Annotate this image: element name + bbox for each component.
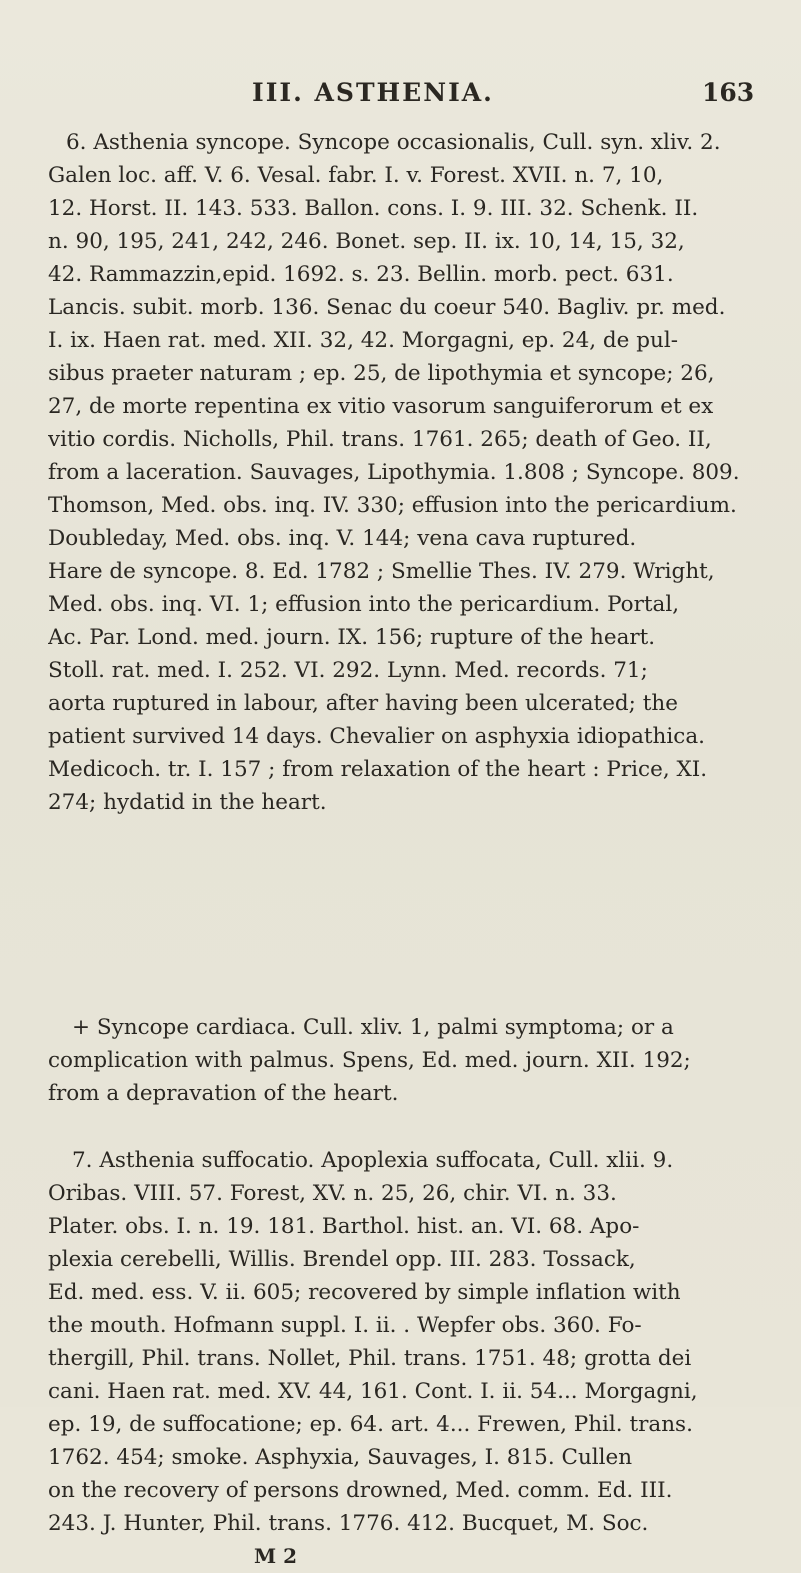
text-line: Stoll. rat. med. I. 252. VI. 292. Lynn. Med. records. 71; (48, 658, 648, 683)
paragraph-syncope-cardiaca (48, 1011, 766, 1110)
text-line: Thomson, Med. obs. inq. IV. 330; effusion into the pericardium. (48, 493, 737, 518)
text-line: Hare de syncope. 8. Ed. 1782 ; Smellie Thes. IV. 279. Wright, (48, 559, 715, 584)
text-line: 274; hydatid in the heart. (48, 790, 327, 815)
running-head: III. ASTHENIA. (252, 78, 494, 107)
text-line: Lancis. subit. morb. 136. Senac du coeur 540. Bagliv. pr. med. (48, 295, 726, 320)
text-line: ep. 19, de suffocatione; ep. 64. art. 4... Frewen, Phil. trans. (48, 1412, 693, 1437)
text-line: sibus praeter naturam ; ep. 25, de lipothymia et syncope; 26, (48, 361, 715, 386)
text-line: + Syncope cardiaca. Cull. xliv. 1, palmi symptoma; or a (72, 1015, 674, 1040)
text-line: Med. obs. inq. VI. 1; effusion into the pericardium. Portal, (48, 592, 680, 617)
text-line: I. ix. Haen rat. med. XII. 32, 42. Morgagni, ep. 24, de pul- (48, 328, 678, 353)
text-line: Ac. Par. Lond. med. journ. IX. 156; rupture of the heart. (48, 625, 656, 650)
text-line: plexia cerebelli, Willis. Brendel opp. III. 283. Tossack, (48, 1247, 636, 1272)
text-line: Galen loc. aff. V. 6. Vesal. fabr. I. v. Forest. XVII. n. 7, 10, (48, 163, 664, 188)
text-line: on the recovery of persons drowned, Med. comm. Ed. III. (48, 1478, 673, 1503)
text-line: from a laceration. Sauvages, Lipothymia. 1.808 ; Syncope. 809. (48, 460, 740, 485)
text-line: 27, de morte repentina ex vitio vasorum sanguiferorum et ex (48, 394, 714, 419)
page-number: 163 (702, 78, 755, 107)
text-line: n. 90, 195, 241, 242, 246. Bonet. sep. II. ix. 10, 14, 15, 32, (48, 229, 685, 254)
text-line: cani. Haen rat. med. XV. 44, 161. Cont. I. ii. 54... Morgagni, (48, 1379, 698, 1404)
text-line: Plater. obs. I. n. 19. 181. Barthol. hist. an. VI. 68. Apo- (48, 1214, 640, 1239)
text-line: 1762. 454; smoke. Asphyxia, Sauvages, I. 815. Cullen (48, 1445, 633, 1470)
text-line: 6. Asthenia syncope. Syncope occasionalis, Cull. syn. xliv. 2. (66, 130, 721, 155)
page-header (0, 78, 801, 118)
text-line: Oribas. VIII. 57. Forest, XV. n. 25, 26, chir. VI. n. 33. (48, 1181, 617, 1206)
text-line: Medicoch. tr. I. 157 ; from relaxation of the heart : Price, XI. (48, 757, 708, 782)
text-line: 12. Horst. II. 143. 533. Ballon. cons. I. 9. III. 32. Schenk. II. (48, 196, 699, 221)
paragraph-asthenia-syncope (48, 126, 766, 819)
paragraph-asthenia-suffocatio (48, 1144, 766, 1573)
text-line: from a depravation of the heart. (48, 1081, 399, 1106)
text-line: 243. J. Hunter, Phil. trans. 1776. 412. Bucquet, M. Soc. (48, 1511, 649, 1536)
text-line: the mouth. Hofmann suppl. I. ii. . Wepfer obs. 360. Fo- (48, 1313, 642, 1338)
text-line: 42. Rammazzin,epid. 1692. s. 23. Bellin. morb. pect. 631. (48, 262, 674, 287)
text-line: Ed. med. ess. V. ii. 605; recovered by simple inflation with (48, 1280, 681, 1305)
signature-mark: M 2 (254, 1544, 298, 1568)
text-line: thergill, Phil. trans. Nollet, Phil. trans. 1751. 48; grotta dei (48, 1346, 692, 1371)
text-line: 7. Asthenia suffocatio. Apoplexia suffocata, Cull. xlii. 9. (72, 1148, 674, 1173)
text-line: aorta ruptured in labour, after having been ulcerated; the (48, 691, 678, 716)
text-line: patient survived 14 days. Chevalier on asphyxia idiopathica. (48, 724, 705, 749)
text-line: vitio cordis. Nicholls, Phil. trans. 1761. 265; death of Geo. II, (48, 427, 712, 452)
text-line: complication with palmus. Spens, Ed. med. journ. XII. 192; (48, 1048, 691, 1073)
text-line: Doubleday, Med. obs. inq. V. 144; vena cava ruptured. (48, 526, 637, 551)
